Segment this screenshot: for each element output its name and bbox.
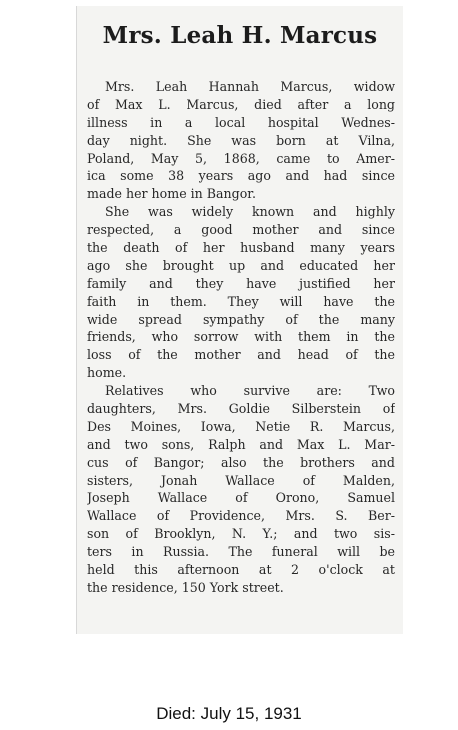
obituary-line: She was widely known and highly xyxy=(105,204,395,220)
obituary-line: the residence, 150 York street. xyxy=(87,579,284,595)
obituary-line: the death of her husband many years xyxy=(87,240,395,256)
obituary-line: ago she brought up and educated her xyxy=(87,257,395,273)
obituary-line: sisters, Jonah Wallace of Malden, xyxy=(87,472,395,488)
obituary-line: Mrs. Leah Hannah Marcus, widow xyxy=(105,79,395,94)
obituary-line: and two sons, Ralph and Max L. Mar- xyxy=(87,436,395,452)
obituary-line: Relatives who survive are: Two xyxy=(105,383,395,399)
obituary-line: daughters, Mrs. Goldie Silberstein of xyxy=(87,401,395,417)
obituary-line: friends, who sorrow with them in the xyxy=(87,329,395,345)
obituary-line: home. xyxy=(87,365,127,381)
obituary-line: Des Moines, Iowa, Netie R. Marcus, xyxy=(87,418,395,434)
obituary-headline: Mrs. Leah H. Marcus xyxy=(102,22,378,49)
newspaper-clipping xyxy=(76,6,403,634)
obituary-line: ica some 38 years ago and had since xyxy=(87,168,395,184)
obituary-line: Wallace of Providence, Mrs. S. Ber- xyxy=(87,508,395,524)
obituary-line: respected, a good mother and since xyxy=(87,222,395,238)
obituary-line: faith in them. They will have the xyxy=(87,293,395,309)
obituary-line: made her home in Bangor. xyxy=(87,186,256,202)
obituary-line: loss of the mother and head of the xyxy=(87,347,395,363)
obituary-line: Poland, May 5, 1868, came to Amer- xyxy=(87,150,395,166)
obituary-line: held this afternoon at 2 o'clock at xyxy=(87,562,395,578)
death-date-caption: Died: July 15, 1931 xyxy=(156,704,302,723)
obituary-body xyxy=(87,78,395,597)
obituary-line: day night. She was born at Vilna, xyxy=(87,132,395,148)
obituary-line: cus of Bangor; also the brothers and xyxy=(87,454,395,470)
obituary-line: son of Brooklyn, N. Y.; and two sis- xyxy=(87,526,395,542)
obituary-line: family and they have justified her xyxy=(87,275,395,291)
obituary-line: Joseph Wallace of Orono, Samuel xyxy=(87,490,395,506)
obituary-line: wide spread sympathy of the many xyxy=(87,311,395,327)
obituary-line: ters in Russia. The funeral will be xyxy=(87,544,395,560)
obituary-line: of Max L. Marcus, died after a long xyxy=(87,96,395,112)
obituary-line: illness in a local hospital Wednes- xyxy=(87,114,395,130)
